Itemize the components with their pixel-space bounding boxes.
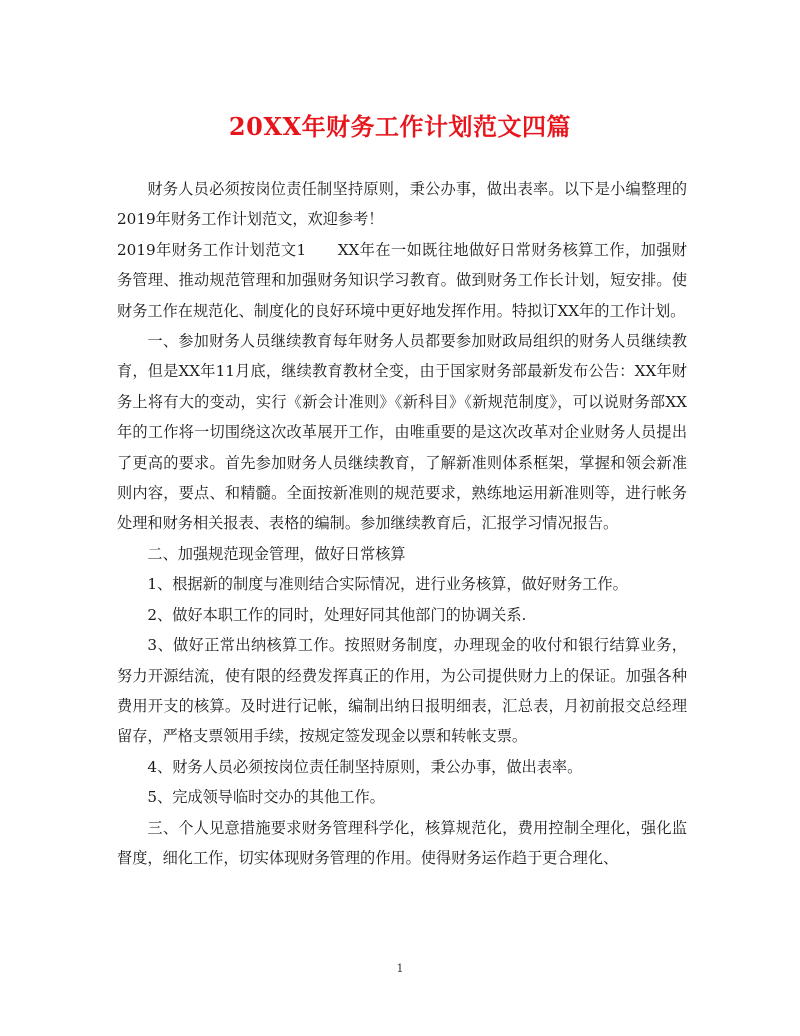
paragraph-item-4: 4、财务人员必须按岗位责任制坚持原则，秉公办事，做出表率。 (147, 757, 583, 776)
paragraph-item-1: 1、根据新的制度与准则结合实际情况，进行业务核算，做好财务工作。 (147, 575, 628, 594)
paragraph-intro: 财务人员必须按岗位责任制坚持原则，秉公办事，做出表率。以下是小编整理的2019年财务工作计划范文，欢迎参考！ (117, 180, 687, 229)
page-number: 1 (396, 962, 404, 975)
page-title: 20XX年财务工作计划范文四篇 (228, 112, 572, 141)
paragraph-item-2: 2、做好本职工作的同时，处理好同其他部门的协调关系. (147, 605, 527, 624)
paragraph-section-1: 一、参加财务人员继续教育每年财务人员都要参加财政局组织的财务人员继续教育，但是XX年11月底，继续教育教材全变，由于国家财务部最新发布公告：XX年财务上将有大的变动，实行《新会计准则》《新科目》《新规范制度》，可以说财务部XX年的工作将一切围绕这次改革展开工作，由唯重要的是这次改革对企业财务人员提出了更高的要求。首先参加财务人员继续教育，了解新准则体系框架，掌握和领会新准则内容，要点、和精髓。全面按新准则的规范要求，熟练地运用新准则等，进行帐务处理和财务相关报表、表格的编制。参加继续教育后，汇报学习情况报告。 (117, 332, 687, 533)
paragraph-item-3: 3、做好正常出纳核算工作。按照财务制度，办理现金的收付和银行结算业务，努力开源结流，使有限的经费发挥真正的作用，为公司提供财力上的保证。加强各种费用开支的核算。及时进行记帐，编制出纳日报明细表，汇总表，月初前报交总经理留存，严格支票领用手续，按规定签发现金以票和转帐支票。 (117, 636, 687, 746)
paragraph-item-5: 5、完成领导临时交办的其他工作。 (147, 788, 385, 807)
document-body (117, 174, 687, 873)
paragraph-section-3: 三、个人见意措施要求财务管理科学化，核算规范化，费用控制全理化，强化监督度，细化工作，切实体现财务管理的作用。使得财务运作趋于更合理化、 (117, 818, 687, 867)
paragraph-section-2-heading: 二、加强规范现金管理，做好日常核算 (147, 544, 406, 563)
paragraph-sample-1: 2019年财务工作计划范文1 XX年在一如既往地做好日常财务核算工作，加强财务管理、推动规范管理和加强财务知识学习教育。做到财务工作长计划，短安排。使财务工作在规范化、制度化的良好环境中更好地发挥作用。特拟订XX年的工作计划。 (117, 240, 687, 320)
